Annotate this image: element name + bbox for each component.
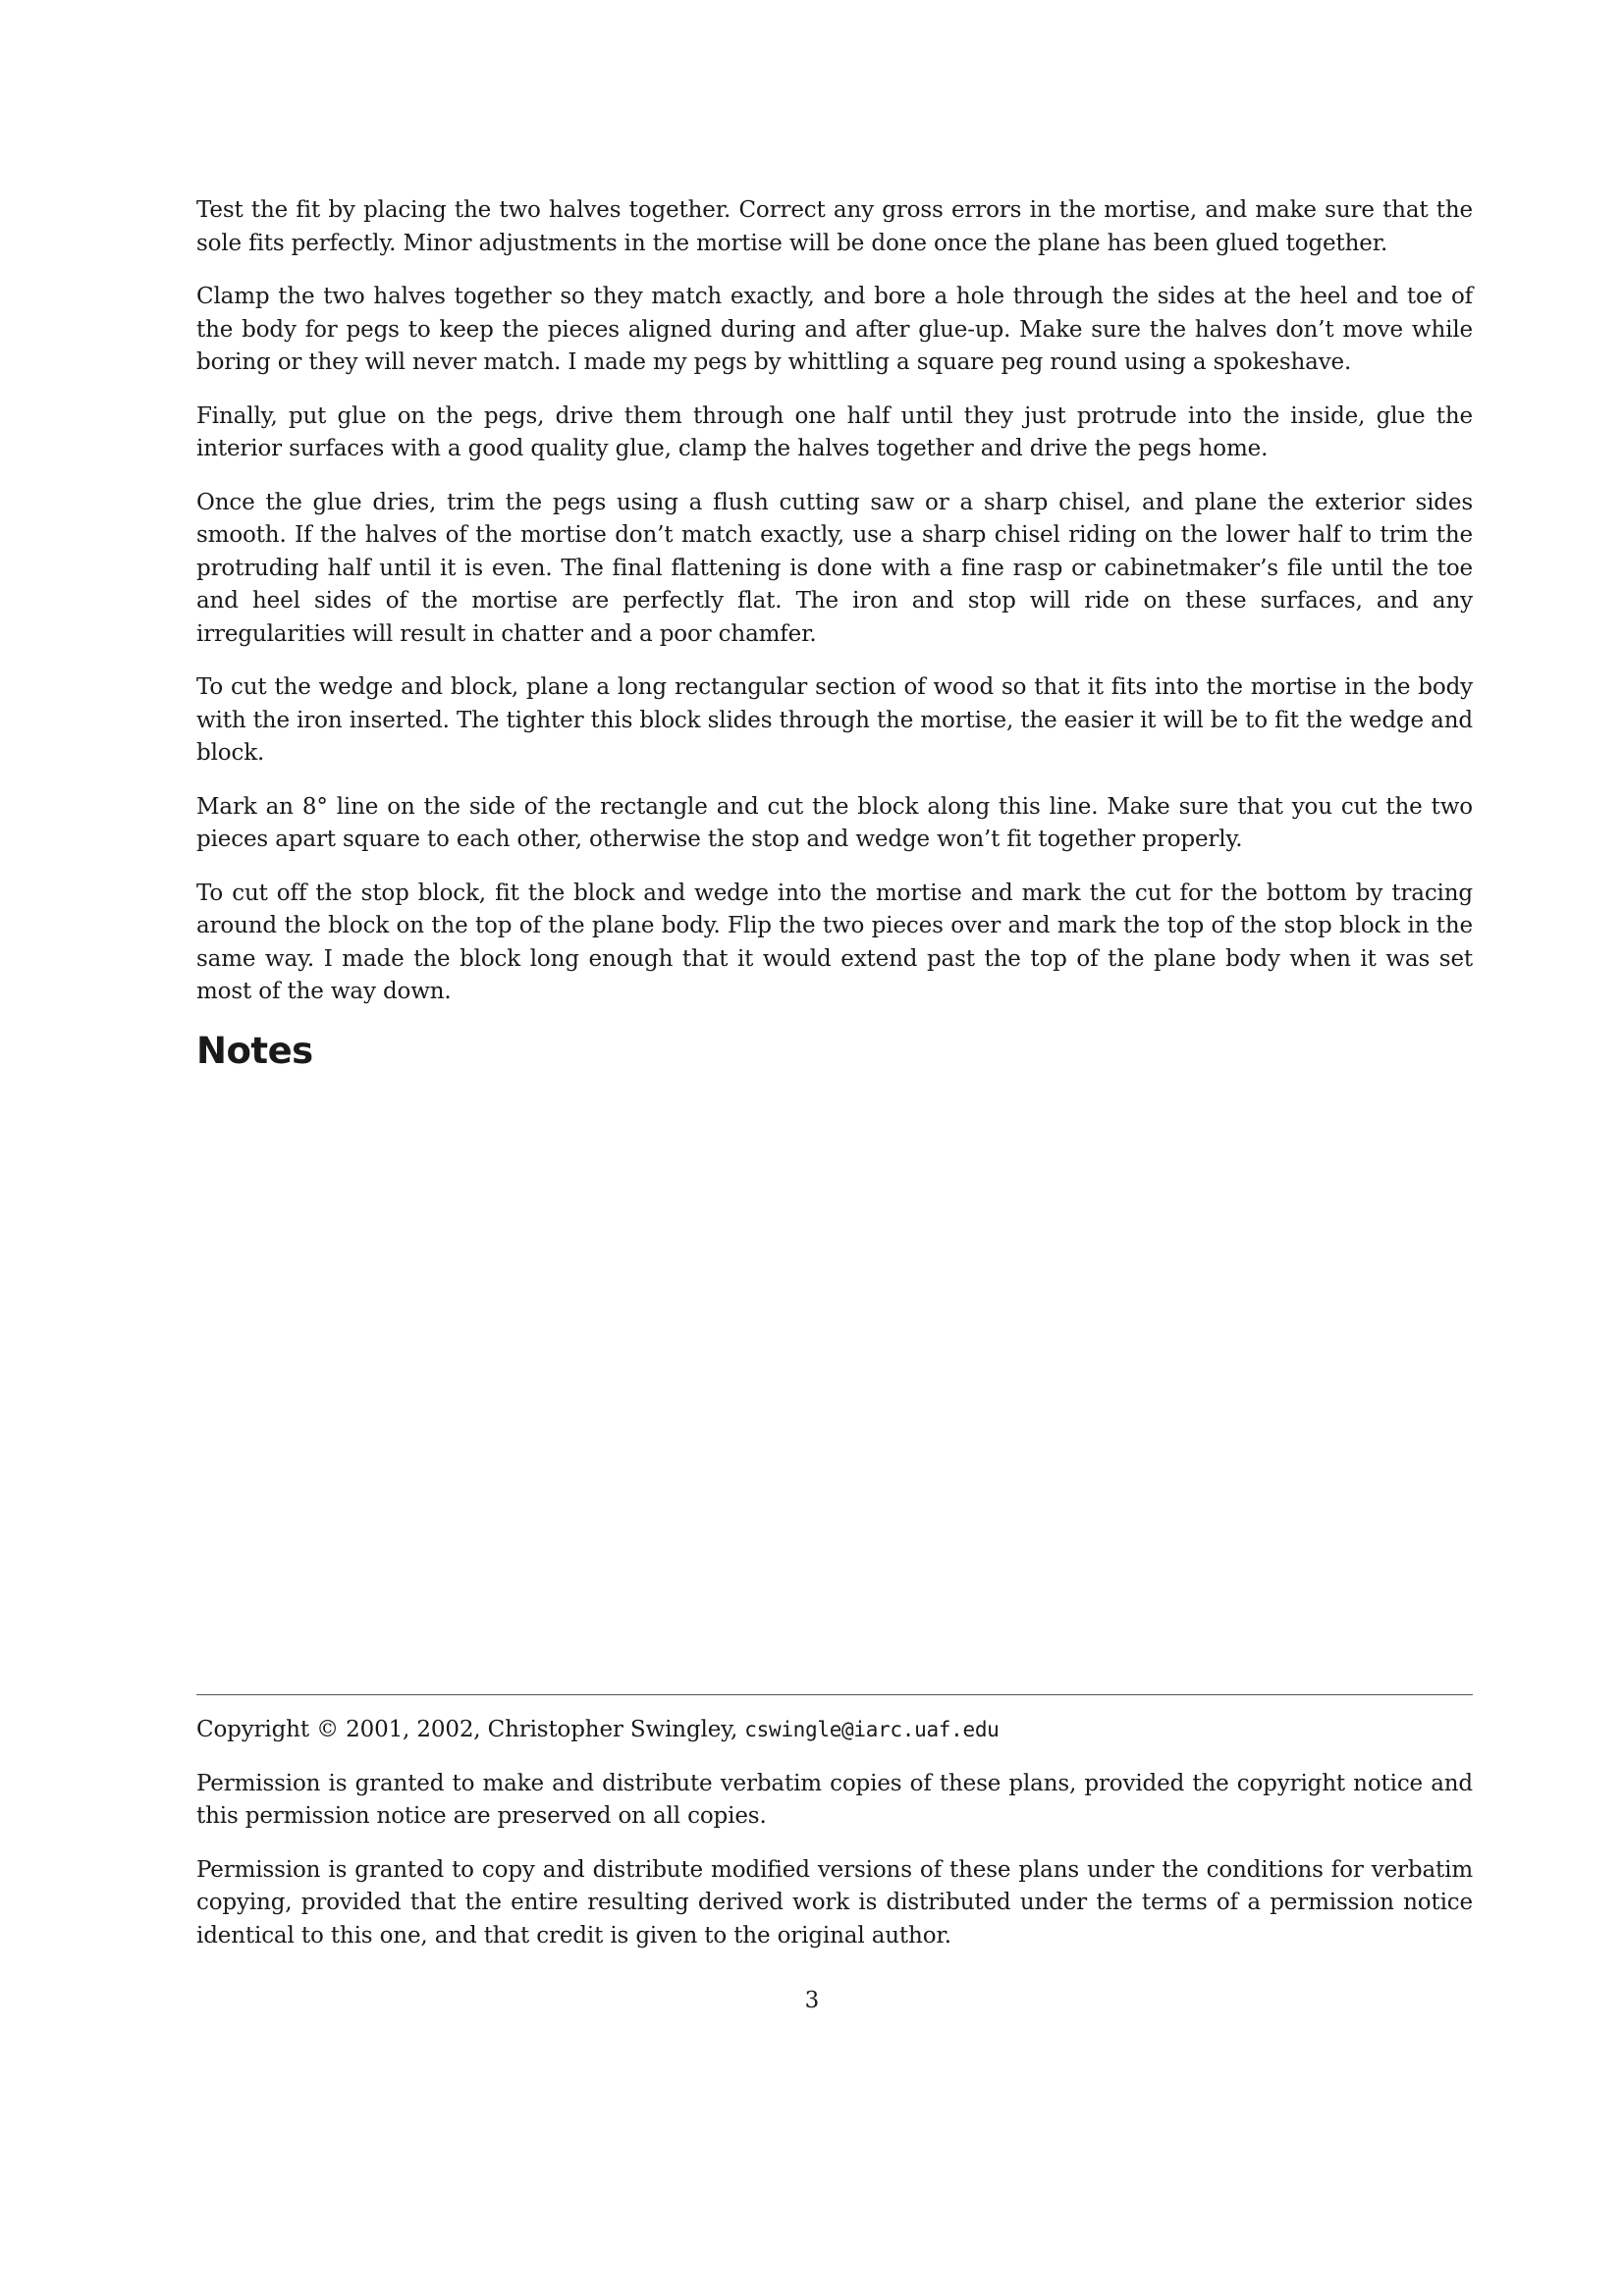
paragraph-glue-pegs: Finally, put glue on the pegs, drive them through one half until they just protrude into the inside, glue the interior surfaces with a good quality glue, clamp the halves together and drive the pegs home. (196, 402, 1473, 461)
page-number: 3 (804, 1988, 820, 2013)
footer (196, 1694, 1473, 1973)
paragraph-trim-pegs: Once the glue dries, trim the pegs using a flush cutting saw or a sharp chisel, and plane the exterior sides smooth. If the halves of the mortise don’t match exactly, use a sharp chisel riding on the lower half to trim the protruding half until it is even. The final flattening is done with a fine rasp or cabinetmaker’s file until the toe and heel sides of the mortise are perfectly flat. The iron and stop will ride on these surfaces, and any irregularities will result in chatter and a poor chamfer. (196, 489, 1473, 647)
copyright-text: Copyright © 2001, 2002, Christopher Swingley, (196, 1717, 745, 1742)
notes-heading: Notes (196, 1029, 313, 1072)
paragraph-clamp-halves: Clamp the two halves together so they match exactly, and bore a hole through the sides at the heel and toe of the body for pegs to keep the pieces aligned during and after glue-up. Make sure the halves don’t move while boring or they will never match. I made my pegs by whittling a square peg round using a spokeshave. (196, 284, 1473, 375)
footer-divider (196, 1694, 1473, 1695)
paragraph-stop-block: To cut off the stop block, fit the block and wedge into the mortise and mark the cut for the bottom by tracing around the block on the top of the plane body. Flip the two pieces over and mark the top of the stop block in the same way. I made the block long enough that it would extend past the top of the plane body when it was set most of the way down. (196, 880, 1473, 1004)
paragraph-cut-wedge: To cut the wedge and block, plane a long rectangular section of wood so that it fits into the mortise in the body with the iron inserted. The tighter this block slides through the mortise, the easier it will be to fit the wedge and block. (196, 674, 1473, 766)
author-email-link[interactable]: cswingle@iarc.uaf.edu (744, 1718, 1000, 1741)
copyright-line (196, 1714, 1473, 1747)
permission-verbatim: Permission is granted to make and distribute verbatim copies of these plans, provided the copyright notice and this permission notice are preserved on all copies. (196, 1770, 1473, 1829)
paragraph-test-fit: Test the fit by placing the two halves together. Correct any gross errors in the mortise, and make sure that the sole fits perfectly. Minor adjustments in the mortise will be done once the plane has been glued together. (196, 197, 1473, 256)
permission-modified: Permission is granted to copy and distribute modified versions of these plans under the conditions for verbatim copying, provided that the entire resulting derived work is distributed under the terms of a permission notice identical to this one, and that credit is given to the original author. (196, 1856, 1473, 1949)
document-body (196, 194, 1473, 1073)
paragraph-mark-line: Mark an 8° line on the side of the rectangle and cut the block along this line. Make sure that you cut the two pieces apart square to each other, otherwise the stop and wedge won’t fit together properly. (196, 793, 1473, 852)
